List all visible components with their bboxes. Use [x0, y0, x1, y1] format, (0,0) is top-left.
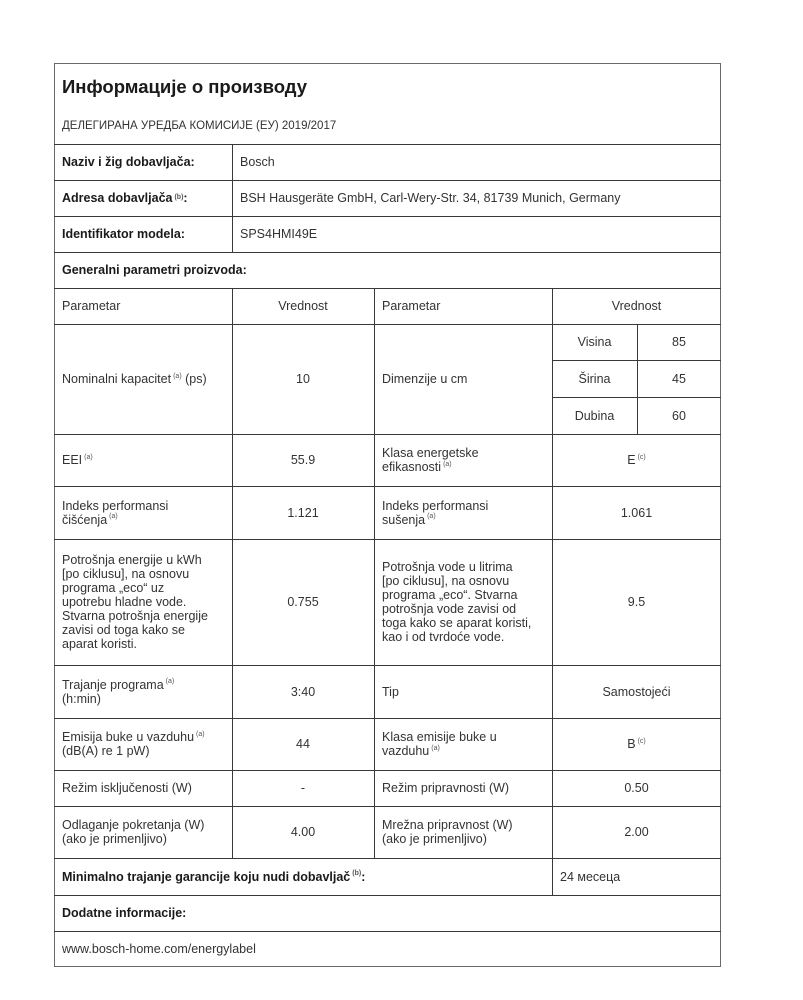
- column-header-parameter: [374, 288, 552, 324]
- label-line: [po ciklusu], na osnovu: [382, 574, 510, 588]
- label-line: programa „eco“. Stvarna: [382, 588, 518, 602]
- footnote-marker: (a): [165, 678, 175, 686]
- value-text: 1.121: [287, 505, 319, 520]
- eei-value: [232, 434, 374, 486]
- column-header-value: [232, 288, 374, 324]
- energy-consumption-label: [54, 539, 232, 665]
- supplier-name-value: [232, 144, 721, 180]
- footnote-marker: (a): [431, 744, 440, 752]
- label-text: (ako je primenljivo): [382, 832, 487, 846]
- label-text: Širina: [578, 371, 611, 386]
- water-consumption-value: [552, 539, 721, 665]
- network-standby-value: [552, 806, 721, 858]
- off-mode-label: [54, 770, 232, 806]
- label-line: upotrebu hladne vode.: [62, 595, 187, 609]
- label-text: efikasnosti: [382, 460, 442, 474]
- label-text: EEI: [62, 453, 83, 467]
- delay-start-label: [54, 806, 232, 858]
- label-text: Odlaganje pokretanja (W): [62, 818, 205, 832]
- off-mode-value: [232, 770, 374, 806]
- label-text: Klasa emisije buke u: [382, 730, 497, 744]
- title-text: Информације о производу: [62, 76, 308, 97]
- header-text: Vrednost: [611, 299, 662, 313]
- value-text: Samostojeći: [602, 684, 671, 699]
- value-text: 1.061: [620, 505, 653, 520]
- water-consumption-label: [374, 539, 552, 665]
- label-text: vazduhu: [382, 744, 430, 758]
- noise-class-label: [374, 718, 552, 770]
- value-text: 44: [296, 737, 310, 751]
- standby-label: [374, 770, 552, 806]
- footnote-marker: (c): [637, 737, 646, 745]
- value-text: 3:40: [290, 684, 316, 699]
- label-line: [po ciklusu], na osnovu: [62, 567, 190, 581]
- energy-consumption-value: [232, 539, 374, 665]
- column-header-parameter: [54, 288, 232, 324]
- warranty-value: [552, 858, 721, 895]
- label-text: (ako je primenljivo): [62, 832, 167, 846]
- label-text: Naziv i žig dobavljača:: [62, 155, 195, 169]
- footnote-marker: (a): [109, 513, 118, 521]
- general-parameters-heading: [54, 252, 721, 288]
- value-text: 55.9: [290, 453, 316, 467]
- value-text: 0.755: [287, 595, 319, 609]
- eei-label: [54, 434, 232, 486]
- link-text[interactable]: www.bosch-home.com/energylabel: [62, 942, 256, 956]
- footnote-marker: (c): [637, 453, 646, 461]
- value-text: 85: [672, 335, 686, 349]
- value-text: 60: [672, 408, 686, 423]
- subtitle-text: ДЕЛЕГИРАНА УРЕДБА КОМИСИЈЕ (ЕУ) 2019/2017: [62, 120, 337, 132]
- label-text: Klasa energetske: [382, 446, 479, 460]
- cleaning-index-value: [232, 486, 374, 539]
- label-text: Dubina: [574, 408, 615, 423]
- label-text: Mrežna pripravnost (W): [382, 818, 513, 832]
- header-text: Parametar: [382, 299, 441, 313]
- label-text: Indeks performansi: [382, 498, 489, 513]
- label-text: Visina: [577, 335, 612, 349]
- value-text: B: [627, 737, 636, 751]
- heading-text: Dodatne informacije:: [62, 906, 187, 920]
- label-text: Režim isključenosti (W): [62, 781, 192, 795]
- label-line: Stvarna potrošnja energije: [62, 609, 208, 623]
- dimension-width-value: [637, 360, 721, 397]
- noise-emission-value: [232, 718, 374, 770]
- label-suffix: (ps): [181, 372, 207, 386]
- noise-class-value: [552, 718, 721, 770]
- label-line: potrošnja vode zavisi od: [382, 602, 517, 616]
- footnote-marker: (b): [352, 870, 362, 878]
- value-text: 24 месеца: [560, 869, 621, 884]
- drying-index-label: [374, 486, 552, 539]
- delay-start-value: [232, 806, 374, 858]
- value-text: Bosch: [240, 155, 275, 169]
- value-text: SPS4HMI49E: [240, 227, 318, 241]
- header-text: Vrednost: [278, 299, 328, 313]
- dimensions-label: [374, 324, 552, 434]
- value-text: 0.50: [624, 781, 649, 795]
- value-text: 2.00: [624, 825, 649, 839]
- supplier-name-label: [54, 144, 232, 180]
- label-text: Nominalni kapacitet: [62, 372, 172, 386]
- network-standby-label: [374, 806, 552, 858]
- label-text: Identifikator modela:: [62, 227, 185, 241]
- program-duration-label: [54, 665, 232, 718]
- label-suffix: :: [361, 869, 366, 884]
- dimension-width-label: [552, 360, 637, 397]
- footnote-marker: (a): [173, 372, 182, 380]
- dimension-height-value: [637, 324, 721, 360]
- label-text: (h:min): [62, 691, 101, 706]
- dimension-depth-value: [637, 397, 721, 434]
- label-line: Potrošnja energije u kWh: [62, 553, 202, 567]
- footnote-marker: (a): [427, 513, 436, 521]
- warranty-label: [54, 858, 552, 895]
- additional-info-heading: [54, 895, 721, 931]
- label-text: čišćenja: [62, 512, 108, 527]
- heading-text: Generalni parametri proizvoda:: [62, 263, 247, 277]
- label-text: sušenja: [382, 512, 426, 527]
- cleaning-index-label: [54, 486, 232, 539]
- noise-emission-label: [54, 718, 232, 770]
- capacity-label: [54, 324, 232, 434]
- value-text: 9.5: [627, 595, 646, 609]
- label-text: Dimenzije u cm: [382, 372, 468, 386]
- label-line: Potrošnja vode u litrima: [382, 560, 513, 574]
- label-text: Emisija buke u vazduhu: [62, 730, 195, 744]
- footnote-marker: (a): [443, 460, 452, 468]
- supplier-address-label: Adresa dobavljača (b) :: [62, 191, 188, 205]
- energy-class-value: [552, 434, 721, 486]
- label-text: Minimalno trajanje garancije koju nudi dobavljač: [62, 869, 351, 884]
- label-line: programa „eco“ uz: [62, 581, 165, 595]
- dimension-depth-label: [552, 397, 637, 434]
- footnote-marker: (a): [196, 730, 205, 738]
- header-text: Parametar: [62, 299, 121, 313]
- label-text: Režim pripravnosti (W): [382, 781, 510, 795]
- label-line: kao i od tvrdoće vode.: [382, 630, 505, 644]
- capacity-value: [232, 324, 374, 434]
- value-text: 10: [296, 372, 310, 386]
- energy-label-link[interactable]: [54, 931, 721, 967]
- value-text: 45: [672, 371, 686, 386]
- page-title: [54, 70, 721, 104]
- footnote-marker: (a): [84, 453, 93, 461]
- label-line: aparat koristi.: [62, 637, 138, 651]
- label-line: zavisi od toga kako se: [62, 623, 185, 637]
- label-text: Indeks performansi: [62, 498, 169, 513]
- type-value: [552, 665, 721, 718]
- drying-index-value: [552, 486, 721, 539]
- dimension-height-label: [552, 324, 637, 360]
- model-identifier-value: [232, 216, 721, 252]
- model-identifier-label: [54, 216, 232, 252]
- value-text: -: [300, 781, 306, 795]
- label-line: toga kako se aparat koristi,: [382, 616, 532, 630]
- column-header-value: [552, 288, 721, 324]
- value-text: BSH Hausgeräte GmbH, Carl-Wery-Str. 34, 81739 Munich, Germany: [240, 191, 621, 205]
- value-text: 4.00: [290, 825, 316, 839]
- standby-value: [552, 770, 721, 806]
- label-text: Adresa dobavljača: [62, 191, 173, 205]
- label-text: (dB(A) re 1 pW): [62, 744, 150, 758]
- program-duration-value: [232, 665, 374, 718]
- energy-class-label: [374, 434, 552, 486]
- label-text: Trajanje programa: [62, 677, 164, 692]
- label-text: Tip: [382, 684, 399, 699]
- value-text: E: [627, 453, 636, 467]
- supplier-address-value: [232, 180, 721, 216]
- regulation-subtitle: [54, 108, 721, 144]
- type-label: [374, 665, 552, 718]
